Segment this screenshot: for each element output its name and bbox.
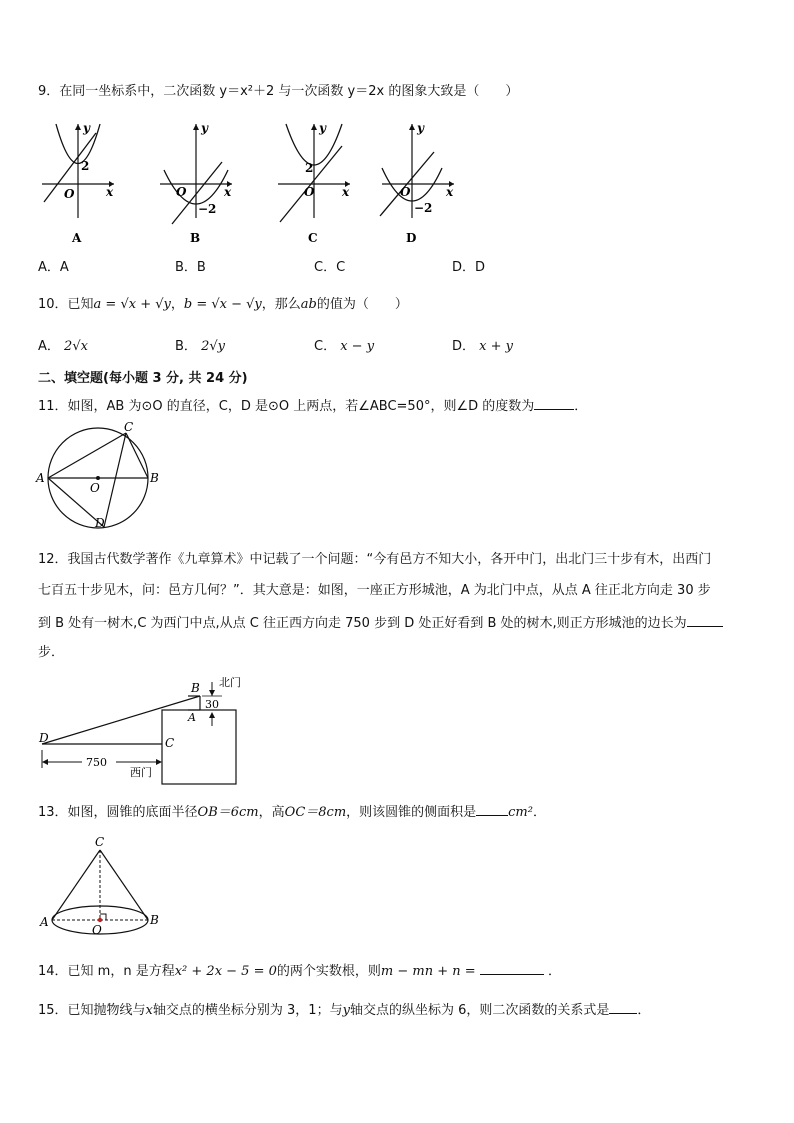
graph-c-origin: O xyxy=(304,185,315,199)
q10-option-c: C． x − y xyxy=(314,339,375,354)
q10-suffix-post: 的值为（ ） xyxy=(316,297,408,312)
q13-label-a: A xyxy=(40,915,49,929)
q13-label-o: O xyxy=(92,923,102,937)
graph-d-y: y xyxy=(417,121,424,135)
graph-c-x: x xyxy=(342,185,350,199)
q12-label-west: 西门 xyxy=(130,766,152,779)
q10-option-b: B． 2√y xyxy=(175,339,225,354)
q12-label-north: 北门 xyxy=(219,676,241,689)
graph-b-label: B xyxy=(190,231,201,245)
q13-blank xyxy=(476,802,508,816)
graph-a-origin: O xyxy=(64,187,75,201)
q13-figure xyxy=(38,834,168,944)
graph-a-x: x xyxy=(106,185,114,199)
graph-c-y: y xyxy=(319,121,326,135)
q9-option-d: D．D xyxy=(452,260,486,275)
q14-equation: x² + 2x − 5 = 0 xyxy=(174,964,277,979)
q12-blank xyxy=(687,613,723,627)
q13-text: 13．如图，圆锥的底面半径OB＝6cm，高OC＝8cm，则该圆锥的侧面积是 cm²． xyxy=(38,802,546,822)
graph-a-mark: 2 xyxy=(81,159,90,173)
graph-a-y: y xyxy=(83,121,90,135)
q10-prefix: 10．已知 xyxy=(38,297,94,312)
q10-expr-b: b = √x − √y xyxy=(183,297,262,312)
graph-d-x: x xyxy=(446,185,454,199)
q12-label-c: C xyxy=(165,736,175,750)
graph-d xyxy=(380,121,454,245)
q13-oc: OC＝8cm xyxy=(284,805,347,820)
q9-graphs xyxy=(36,118,466,248)
q11-label-b: B xyxy=(150,471,159,485)
q12-label-30: 30 xyxy=(205,698,219,711)
q13-ob: OB＝6cm xyxy=(197,805,259,820)
q11-blank xyxy=(534,396,574,410)
q11-end: ． xyxy=(574,399,588,414)
q11-text xyxy=(38,396,587,416)
q14-expr: m − mn + n = xyxy=(380,964,476,979)
q9-option-b: B．B xyxy=(175,260,206,275)
q13-label-b: B xyxy=(150,913,159,927)
q9-option-a: A．A xyxy=(38,260,69,275)
q10-option-a: A． 2√x xyxy=(38,339,88,354)
graph-d-origin: O xyxy=(400,185,411,199)
q13-label-c: C xyxy=(95,835,105,849)
q12-line2: 七百五十步见木，问：邑方几何？”．其大意是：如图，一座正方形城池，A 为北门中点，从点 A 往正北方向走 30 步 xyxy=(38,583,711,598)
q13-unit: cm² xyxy=(508,805,533,820)
q12-label-b: B xyxy=(191,681,200,695)
q11-label-d: D xyxy=(95,516,105,530)
q11-figure xyxy=(36,420,166,530)
q11-label-c: C xyxy=(124,420,134,434)
q14-text: 14．已知 m，n 是方程x² + 2x − 5 = 0的两个实数根，则m − mn + n = ． xyxy=(38,961,561,981)
q15-blank xyxy=(609,1000,637,1014)
graph-a-label: A xyxy=(72,231,82,245)
graph-b xyxy=(160,121,232,245)
q12-line3: 到 B 处有一树木,C 为西门中点,从点 C 往正西方向走 750 步到 D 处正好看到 B 处的树木,则正方形城池的边长为 xyxy=(38,613,723,633)
q10-option-d: D． x + y xyxy=(452,339,513,354)
q12-line1: 12．我国古代数学著作《九章算术》中记载了一个问题：“今有邑方不知大小，各开中门，出北门三十步有木，出西门 xyxy=(38,552,712,567)
graph-c-label: C xyxy=(308,231,318,245)
q12-figure xyxy=(36,674,256,788)
graph-b-origin: O xyxy=(176,185,187,199)
q9-option-c: C．C xyxy=(314,260,346,275)
graph-c xyxy=(278,121,350,245)
q11-label-o: O xyxy=(90,481,100,495)
q11-label-a: A xyxy=(36,471,45,485)
q11-body: 11．如图，AB 为⊙O 的直径，C，D 是⊙O 上两点，若∠ABC=50°，则∠D 的度数为 xyxy=(38,399,535,414)
q12-label-750: 750 xyxy=(86,756,107,769)
q12-line4: 步． xyxy=(38,645,65,660)
graph-d-label: D xyxy=(406,231,417,245)
graph-a xyxy=(42,121,114,245)
q10-expr-a: a = √x + √y xyxy=(93,297,171,312)
q10-text xyxy=(38,296,408,314)
q12-label-d: D xyxy=(39,731,49,745)
graph-d-mark: −2 xyxy=(414,201,433,215)
graph-b-mark: −2 xyxy=(198,202,217,216)
graph-b-y: y xyxy=(201,121,208,135)
q10-suffix-pre: ，那么 xyxy=(261,297,301,312)
q9-text: 9．在同一坐标系中，二次函数 y＝x²＋2 与一次函数 y＝2x 的图象大致是（ ） xyxy=(38,84,519,99)
q12-label-a: A xyxy=(188,711,196,724)
section-heading: 二、填空题(每小题 3 分, 共 24 分) xyxy=(38,371,248,386)
q10-sep: ， xyxy=(170,297,184,312)
graph-c-mark: 2 xyxy=(305,161,314,175)
q15-text: 15．已知抛物线与x轴交点的横坐标分别为 3，1；与y轴交点的纵坐标为 6，则二次函数的关系式是 ． xyxy=(38,1000,650,1020)
q10-ab: ab xyxy=(300,297,317,312)
q14-blank xyxy=(480,961,544,975)
graph-b-x: x xyxy=(224,185,232,199)
